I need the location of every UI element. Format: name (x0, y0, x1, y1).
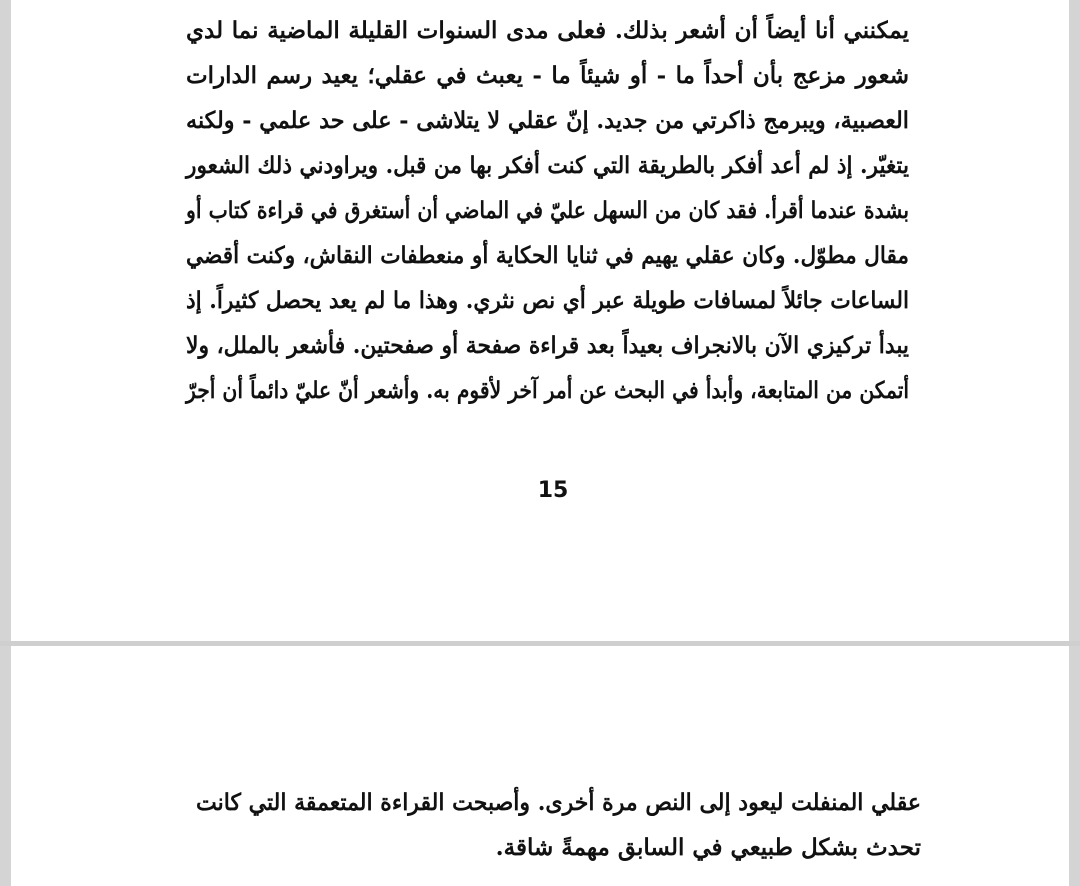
text-line: العصبية، ويبرمج ذاكرتي من جديد. إنّ عقلي لا يتلاشى - على حد علمي - ولكنه (185, 107, 909, 134)
page-top-paragraph (186, 8, 909, 413)
text-line: يبدأ تركيزي الآن بالانجراف بعيداً بعد قراءة صفحة أو صفحتين. فأشعر بالملل، ولا (185, 332, 909, 359)
text-line: شعور مزعج بأن أحداً ما - أو شيئاً ما - يعبث في عقلي؛ يعيد رسم الدارات (186, 62, 909, 89)
text-line: عقلي المنفلت ليعود إلى النص مرة أخرى. وأصبحت القراءة المتعمقة التي كانت (195, 789, 921, 816)
text-line: مقال مطوّل. وكان عقلي يهيم في ثنايا الحكاية أو منعطفات النقاش، وكنت أقضي (186, 242, 909, 269)
text-line: يتغيّر. إذ لم أعد أفكر بالطريقة التي كنت أفكر بها من قبل. ويراودني ذلك الشعور (186, 152, 909, 179)
text-line: بشدة عندما أقرأ. فقد كان من السهل عليّ في الماضي أن أستغرق في قراءة كتاب أو (185, 197, 909, 224)
book-page-top (11, 0, 1069, 641)
text-line: يمكنني أنا أيضاً أن أشعر بذلك. فعلى مدى السنوات القليلة الماضية نما لدي (186, 17, 909, 44)
text-line: الساعات جائلاً لمسافات طويلة عبر أي نص نثري. وهذا ما لم يعد يحصل كثيراً. إذ (185, 287, 909, 314)
text-line: تحدث بشكل طبيعي في السابق مهمةً شاقة. (495, 834, 921, 861)
page-number: 15 (537, 478, 569, 503)
book-page-bottom (11, 646, 1069, 886)
page-bottom-paragraph (196, 780, 921, 870)
text-line: أتمكن من المتابعة، وأبدأ في البحث عن أمر آخر لأقوم به. وأشعر أنّ عليّ دائماً أن أجرّ (186, 377, 910, 404)
